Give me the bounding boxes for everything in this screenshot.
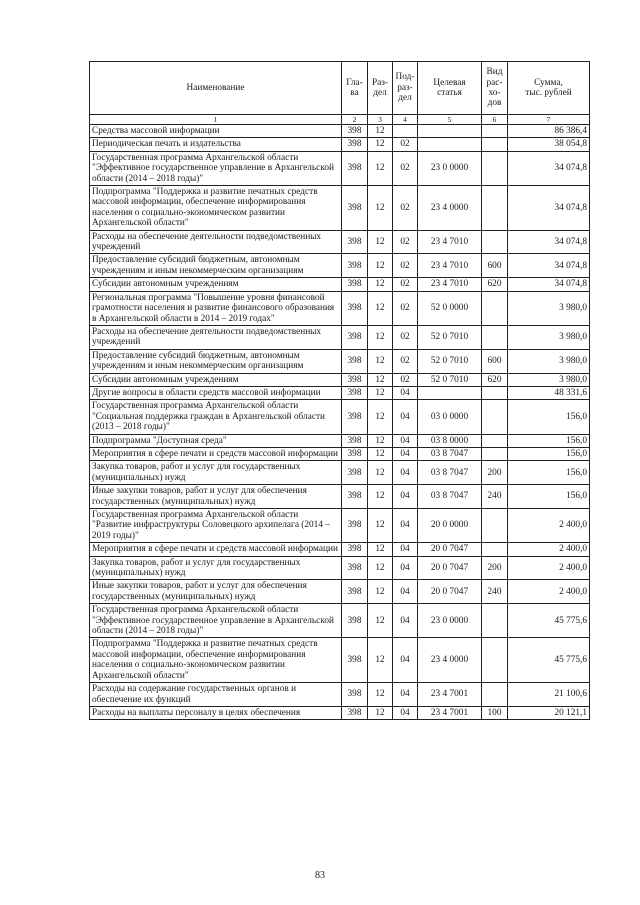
cell-target: 03 0 0000 bbox=[418, 400, 482, 434]
cell-podrazdel: 02 bbox=[393, 373, 418, 386]
page-number: 83 bbox=[315, 870, 325, 881]
column-number: 7 bbox=[508, 115, 590, 125]
cell-podrazdel: 04 bbox=[393, 434, 418, 447]
cell-vid bbox=[482, 604, 508, 638]
cell-name: Расходы на обеспечение деятельности подведомственных учреждений bbox=[90, 325, 342, 349]
cell-razdel: 12 bbox=[368, 230, 393, 254]
cell-vid: 600 bbox=[482, 349, 508, 373]
cell-sum: 48 331,6 bbox=[508, 386, 590, 399]
cell-glava: 398 bbox=[342, 349, 368, 373]
table-row bbox=[90, 125, 590, 138]
cell-vid bbox=[482, 186, 508, 231]
column-number: 4 bbox=[393, 115, 418, 125]
cell-podrazdel: 02 bbox=[393, 230, 418, 254]
cell-sum: 34 074,8 bbox=[508, 186, 590, 231]
cell-glava: 398 bbox=[342, 278, 368, 291]
table-row bbox=[90, 325, 590, 349]
cell-podrazdel: 04 bbox=[393, 556, 418, 580]
cell-sum: 34 074,8 bbox=[508, 230, 590, 254]
cell-razdel: 12 bbox=[368, 349, 393, 373]
cell-razdel: 12 bbox=[368, 556, 393, 580]
cell-glava: 398 bbox=[342, 706, 368, 719]
cell-target: 23 4 7010 bbox=[418, 230, 482, 254]
cell-sum: 38 054,8 bbox=[508, 138, 590, 151]
cell-sum: 45 775,6 bbox=[508, 638, 590, 683]
cell-target: 23 4 7010 bbox=[418, 254, 482, 278]
cell-vid: 200 bbox=[482, 556, 508, 580]
table-row bbox=[90, 447, 590, 460]
cell-vid bbox=[482, 125, 508, 138]
cell-sum: 3 980,0 bbox=[508, 349, 590, 373]
cell-sum: 156,0 bbox=[508, 461, 590, 485]
cell-razdel: 12 bbox=[368, 461, 393, 485]
cell-name: Предоставление субсидий бюджетным, автономным учреждениям и иным некоммерческим организациям bbox=[90, 349, 342, 373]
header-glava: Гла- ва bbox=[342, 62, 368, 115]
cell-name: Государственная программа Архангельской области "Развитие инфраструктуры Соловецкого архипелага (2014 – 2019 годы)" bbox=[90, 509, 342, 543]
cell-name: Подпрограмма "Доступная среда" bbox=[90, 434, 342, 447]
cell-target: 03 8 7047 bbox=[418, 461, 482, 485]
cell-podrazdel: 04 bbox=[393, 706, 418, 719]
cell-sum: 3 980,0 bbox=[508, 373, 590, 386]
cell-razdel: 12 bbox=[368, 400, 393, 434]
cell-glava: 398 bbox=[342, 138, 368, 151]
cell-sum: 156,0 bbox=[508, 485, 590, 509]
cell-podrazdel: 04 bbox=[393, 386, 418, 399]
column-number: 2 bbox=[342, 115, 368, 125]
cell-glava: 398 bbox=[342, 556, 368, 580]
column-number: 6 bbox=[482, 115, 508, 125]
cell-glava: 398 bbox=[342, 461, 368, 485]
cell-vid bbox=[482, 543, 508, 556]
table-row bbox=[90, 373, 590, 386]
cell-glava: 398 bbox=[342, 604, 368, 638]
cell-sum: 34 074,8 bbox=[508, 151, 590, 185]
cell-name: Другие вопросы в области средств массовой информации bbox=[90, 386, 342, 399]
header-sum: Сумма, тыс. рублей bbox=[508, 62, 590, 115]
cell-razdel: 12 bbox=[368, 254, 393, 278]
cell-glava: 398 bbox=[342, 683, 368, 707]
header-vid: Вид рас- хо- дов bbox=[482, 62, 508, 115]
cell-sum: 156,0 bbox=[508, 434, 590, 447]
table-header-row bbox=[90, 62, 590, 115]
cell-podrazdel: 02 bbox=[393, 186, 418, 231]
cell-razdel: 12 bbox=[368, 151, 393, 185]
cell-sum: 3 980,0 bbox=[508, 325, 590, 349]
table-row bbox=[90, 138, 590, 151]
document-page bbox=[89, 61, 589, 720]
cell-vid bbox=[482, 447, 508, 460]
cell-target: 03 8 7047 bbox=[418, 485, 482, 509]
cell-sum: 2 400,0 bbox=[508, 556, 590, 580]
cell-glava: 398 bbox=[342, 186, 368, 231]
cell-sum: 45 775,6 bbox=[508, 604, 590, 638]
table-row bbox=[90, 556, 590, 580]
cell-razdel: 12 bbox=[368, 683, 393, 707]
table-row bbox=[90, 485, 590, 509]
cell-vid bbox=[482, 683, 508, 707]
cell-podrazdel: 04 bbox=[393, 485, 418, 509]
cell-target: 20 0 7047 bbox=[418, 543, 482, 556]
column-number: 1 bbox=[90, 115, 342, 125]
table-row bbox=[90, 278, 590, 291]
cell-target: 20 0 0000 bbox=[418, 509, 482, 543]
table-row bbox=[90, 683, 590, 707]
cell-vid bbox=[482, 230, 508, 254]
cell-name: Государственная программа Архангельской области "Эффективное государственное управление в Архангельской области (2014 – 2018 годы)" bbox=[90, 151, 342, 185]
cell-podrazdel: 04 bbox=[393, 580, 418, 604]
cell-sum: 34 074,8 bbox=[508, 254, 590, 278]
cell-razdel: 12 bbox=[368, 706, 393, 719]
cell-razdel: 12 bbox=[368, 543, 393, 556]
cell-razdel: 12 bbox=[368, 604, 393, 638]
cell-target: 52 0 7010 bbox=[418, 373, 482, 386]
cell-vid: 620 bbox=[482, 278, 508, 291]
cell-razdel: 12 bbox=[368, 509, 393, 543]
cell-vid bbox=[482, 151, 508, 185]
cell-podrazdel: 04 bbox=[393, 400, 418, 434]
cell-target: 23 4 0000 bbox=[418, 638, 482, 683]
cell-vid bbox=[482, 434, 508, 447]
cell-name: Подпрограмма "Поддержка и развитие печатных средств массовой информации, обеспечение информирования населения о социально-экономическом развитии Архангельской области" bbox=[90, 638, 342, 683]
cell-glava: 398 bbox=[342, 325, 368, 349]
cell-vid: 600 bbox=[482, 254, 508, 278]
header-name: Наименование bbox=[90, 62, 342, 115]
cell-vid: 620 bbox=[482, 373, 508, 386]
table-row bbox=[90, 230, 590, 254]
cell-glava: 398 bbox=[342, 151, 368, 185]
table-row bbox=[90, 386, 590, 399]
cell-target: 20 0 7047 bbox=[418, 556, 482, 580]
cell-target bbox=[418, 138, 482, 151]
cell-name: Средства массовой информации bbox=[90, 125, 342, 138]
cell-podrazdel: 04 bbox=[393, 447, 418, 460]
cell-sum: 2 400,0 bbox=[508, 543, 590, 556]
cell-glava: 398 bbox=[342, 373, 368, 386]
cell-name: Подпрограмма "Поддержка и развитие печатных средств массовой информации, обеспечение информирования населения о социально-экономическом развитии Архангельской области" bbox=[90, 186, 342, 231]
cell-name: Субсидии автономным учреждениям bbox=[90, 373, 342, 386]
table-row bbox=[90, 400, 590, 434]
cell-podrazdel: 02 bbox=[393, 151, 418, 185]
table-row bbox=[90, 151, 590, 185]
cell-sum: 86 386,4 bbox=[508, 125, 590, 138]
cell-glava: 398 bbox=[342, 125, 368, 138]
table-row bbox=[90, 349, 590, 373]
cell-name: Иные закупки товаров, работ и услуг для обеспечения государственных (муниципальных) нужд bbox=[90, 485, 342, 509]
cell-target: 23 4 7001 bbox=[418, 706, 482, 719]
cell-name: Государственная программа Архангельской области "Эффективное государственное управление в Архангельской области (2014 – 2018 годы)" bbox=[90, 604, 342, 638]
table-row bbox=[90, 461, 590, 485]
cell-vid bbox=[482, 509, 508, 543]
cell-name: Закупка товаров, работ и услуг для государственных (муниципальных) нужд bbox=[90, 556, 342, 580]
cell-podrazdel: 02 bbox=[393, 278, 418, 291]
table-row bbox=[90, 706, 590, 719]
budget-table bbox=[89, 61, 590, 720]
header-podrazdel: Под- раз- дел bbox=[393, 62, 418, 115]
cell-podrazdel: 02 bbox=[393, 325, 418, 349]
cell-name: Закупка товаров, работ и услуг для государственных (муниципальных) нужд bbox=[90, 461, 342, 485]
cell-vid bbox=[482, 291, 508, 325]
cell-podrazdel: 02 bbox=[393, 138, 418, 151]
cell-target: 52 0 7010 bbox=[418, 325, 482, 349]
cell-target bbox=[418, 125, 482, 138]
cell-podrazdel: 04 bbox=[393, 543, 418, 556]
table-row bbox=[90, 291, 590, 325]
cell-glava: 398 bbox=[342, 291, 368, 325]
cell-razdel: 12 bbox=[368, 485, 393, 509]
cell-name: Региональная программа "Повышение уровня финансовой грамотности населения и развитие финансового образования в Архангельской области в 2014 – 2019 годах" bbox=[90, 291, 342, 325]
cell-target: 52 0 0000 bbox=[418, 291, 482, 325]
cell-glava: 398 bbox=[342, 386, 368, 399]
cell-glava: 398 bbox=[342, 543, 368, 556]
cell-target: 23 4 0000 bbox=[418, 186, 482, 231]
cell-razdel: 12 bbox=[368, 325, 393, 349]
cell-sum: 156,0 bbox=[508, 447, 590, 460]
column-number: 5 bbox=[418, 115, 482, 125]
table-row bbox=[90, 186, 590, 231]
cell-name: Субсидии автономным учреждениям bbox=[90, 278, 342, 291]
cell-vid bbox=[482, 400, 508, 434]
cell-target: 20 0 7047 bbox=[418, 580, 482, 604]
table-row bbox=[90, 604, 590, 638]
header-target: Целевая статья bbox=[418, 62, 482, 115]
cell-razdel: 12 bbox=[368, 373, 393, 386]
table-row bbox=[90, 580, 590, 604]
cell-vid bbox=[482, 325, 508, 349]
cell-vid: 240 bbox=[482, 580, 508, 604]
table-row bbox=[90, 543, 590, 556]
cell-sum: 20 121,1 bbox=[508, 706, 590, 719]
cell-podrazdel: 04 bbox=[393, 604, 418, 638]
cell-name: Расходы на выплаты персоналу в целях обеспечения bbox=[90, 706, 342, 719]
cell-podrazdel: 04 bbox=[393, 638, 418, 683]
cell-name: Мероприятия в сфере печати и средств массовой информации bbox=[90, 447, 342, 460]
column-number-row bbox=[90, 115, 590, 125]
cell-target: 03 8 7047 bbox=[418, 447, 482, 460]
cell-name: Иные закупки товаров, работ и услуг для обеспечения государственных (муниципальных) нужд bbox=[90, 580, 342, 604]
cell-podrazdel: 02 bbox=[393, 291, 418, 325]
cell-glava: 398 bbox=[342, 400, 368, 434]
cell-vid: 100 bbox=[482, 706, 508, 719]
cell-sum: 2 400,0 bbox=[508, 580, 590, 604]
cell-razdel: 12 bbox=[368, 278, 393, 291]
cell-razdel: 12 bbox=[368, 186, 393, 231]
cell-glava: 398 bbox=[342, 638, 368, 683]
cell-target: 23 0 0000 bbox=[418, 604, 482, 638]
table-row bbox=[90, 509, 590, 543]
cell-vid bbox=[482, 138, 508, 151]
cell-podrazdel: 04 bbox=[393, 461, 418, 485]
cell-glava: 398 bbox=[342, 485, 368, 509]
table-body bbox=[90, 125, 590, 720]
cell-vid: 240 bbox=[482, 485, 508, 509]
cell-razdel: 12 bbox=[368, 386, 393, 399]
cell-glava: 398 bbox=[342, 509, 368, 543]
cell-vid: 200 bbox=[482, 461, 508, 485]
cell-podrazdel: 04 bbox=[393, 509, 418, 543]
cell-name: Расходы на содержание государственных органов и обеспечение их функций bbox=[90, 683, 342, 707]
cell-target bbox=[418, 386, 482, 399]
cell-razdel: 12 bbox=[368, 291, 393, 325]
cell-name: Мероприятия в сфере печати и средств массовой информации bbox=[90, 543, 342, 556]
cell-target: 03 8 0000 bbox=[418, 434, 482, 447]
cell-target: 23 0 0000 bbox=[418, 151, 482, 185]
header-razdel: Раз- дел bbox=[368, 62, 393, 115]
cell-razdel: 12 bbox=[368, 125, 393, 138]
cell-glava: 398 bbox=[342, 434, 368, 447]
cell-razdel: 12 bbox=[368, 138, 393, 151]
cell-sum: 34 074,8 bbox=[508, 278, 590, 291]
column-number: 3 bbox=[368, 115, 393, 125]
cell-vid bbox=[482, 638, 508, 683]
cell-razdel: 12 bbox=[368, 434, 393, 447]
cell-glava: 398 bbox=[342, 254, 368, 278]
cell-target: 52 0 7010 bbox=[418, 349, 482, 373]
cell-podrazdel: 04 bbox=[393, 683, 418, 707]
cell-sum: 2 400,0 bbox=[508, 509, 590, 543]
cell-sum: 21 100,6 bbox=[508, 683, 590, 707]
cell-target: 23 4 7010 bbox=[418, 278, 482, 291]
cell-glava: 398 bbox=[342, 580, 368, 604]
cell-name: Предоставление субсидий бюджетным, автономным учреждениям и иным некоммерческим организациям bbox=[90, 254, 342, 278]
cell-name: Периодическая печать и издательства bbox=[90, 138, 342, 151]
cell-podrazdel: 02 bbox=[393, 254, 418, 278]
cell-sum: 156,0 bbox=[508, 400, 590, 434]
cell-razdel: 12 bbox=[368, 638, 393, 683]
cell-target: 23 4 7001 bbox=[418, 683, 482, 707]
table-row bbox=[90, 638, 590, 683]
cell-razdel: 12 bbox=[368, 447, 393, 460]
cell-razdel: 12 bbox=[368, 580, 393, 604]
cell-podrazdel bbox=[393, 125, 418, 138]
cell-name: Государственная программа Архангельской области "Социальная поддержка граждан в Архангельской области (2013 – 2018 годы)" bbox=[90, 400, 342, 434]
cell-glava: 398 bbox=[342, 230, 368, 254]
cell-sum: 3 980,0 bbox=[508, 291, 590, 325]
table-row bbox=[90, 434, 590, 447]
cell-glava: 398 bbox=[342, 447, 368, 460]
cell-name: Расходы на обеспечение деятельности подведомственных учреждений bbox=[90, 230, 342, 254]
cell-podrazdel: 02 bbox=[393, 349, 418, 373]
table-row bbox=[90, 254, 590, 278]
cell-vid bbox=[482, 386, 508, 399]
